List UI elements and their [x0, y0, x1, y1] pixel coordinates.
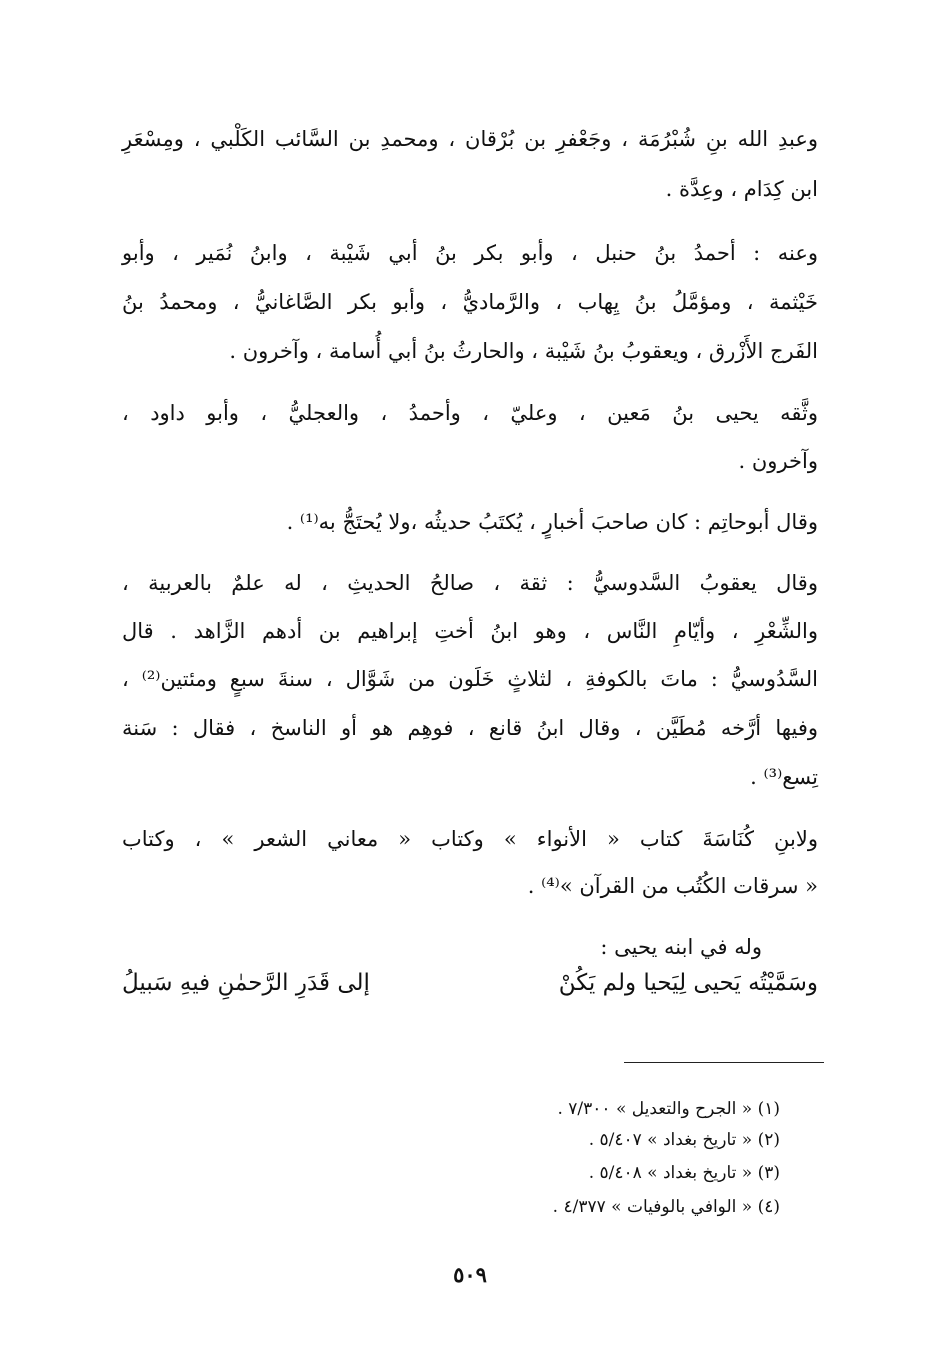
body-line: وعبدِ الله بنِ شُبْرُمَة ، وجَعْفرِ بن بُرْقان ، ومحمدِ بن السَّائب الكَلْبي ، ومِسْعَرِ: [122, 127, 818, 151]
footnote: (٤) « الوافي بالوفيات » ٤/٣٧٧ .: [552, 1197, 780, 1217]
body-line: وله في ابنه يحيى :: [600, 935, 762, 959]
footnote: (١) « الجرح والتعديل » ٧/٣٠٠ .: [557, 1099, 780, 1119]
body-line: « سرقات الكُتُب من القرآن »⁽⁴⁾ .: [527, 874, 818, 898]
footnote: (٢) « تاريخ بغداد » ٥/٤٠٧ .: [588, 1130, 780, 1150]
body-line: تِسع⁽³⁾ .: [750, 765, 818, 789]
page-number: ٥٠٩: [453, 1262, 487, 1287]
poem-second-hemistich: إلى قَدَرِ الرَّحمٰنِ فيهِ سَبيلُ: [122, 970, 370, 996]
body-line: ولابنِ كُنَاسَةَ كتاب « الأنواء » وكتاب « معاني الشعر » ، وكتاب: [122, 827, 818, 851]
body-line: وآخرون .: [738, 449, 818, 473]
body-line: خَيْثمة ، ومؤمَّلُ بنُ يِهاب ، والرَّماديُّ ، وأبو بكر الصَّاغانيُّ ، ومحمدُ بنُ: [122, 290, 818, 314]
body-line: الفَرج الأَزْرق ، ويعقوبُ بنُ شَيْبة ، والحارثُ بنُ أبي أُسامة ، وآخرون .: [229, 339, 818, 363]
footnote: (٣) « تاريخ بغداد » ٥/٤٠٨ .: [588, 1163, 780, 1183]
body-line: والشِّعْرِ ، وأيّامِ النَّاس ، وهو ابنُ أختِ إبراهيم بن أدهم الزَّاهد . قال: [122, 619, 818, 643]
body-line: وقال يعقوبُ السَّدوسيُّ : ثقة ، صالحُ الحديثِ ، له علمٌ بالعربية ،: [122, 571, 818, 595]
body-line: وعنه : أحمدُ بنُ حنبل ، وأبو بكر بنُ أبي شَيْبة ، وابنُ نُمَير ، وأبو: [122, 241, 818, 265]
footnote-divider: [624, 1062, 824, 1063]
body-line: ابن كِدَام ، وعِدَّة .: [665, 177, 818, 201]
body-line: وثَّقه يحيى بنُ مَعين ، وعليّ ، وأحمدُ ، والعجليُّ ، وأبو داود ،: [122, 401, 818, 425]
body-line: وفيها أرَّخه مُطَيَّن ، وقال ابنُ قانع ، فوهِم هو أو الناسخ ، فقال : سَنة: [122, 716, 818, 740]
body-line: السَّدُوسيُّ : ماتَ بالكوفةِ ، لثلاثٍ خَلَون من شَوَّال ، سنةَ سبعٍ ومئتين⁽²⁾ ،: [122, 667, 818, 691]
body-line: وقال أبوحاتِم : كان صاحبَ أخبارٍ ، يُكتَبُ حديثُه ،ولا يُحتَجُّ به⁽¹⁾ .: [286, 510, 818, 534]
poem-first-hemistich: وسَمَّيْتُه يَحيى لِيَحيا ولم يَكُنْ: [558, 970, 818, 996]
poem-verse: [122, 970, 818, 1010]
